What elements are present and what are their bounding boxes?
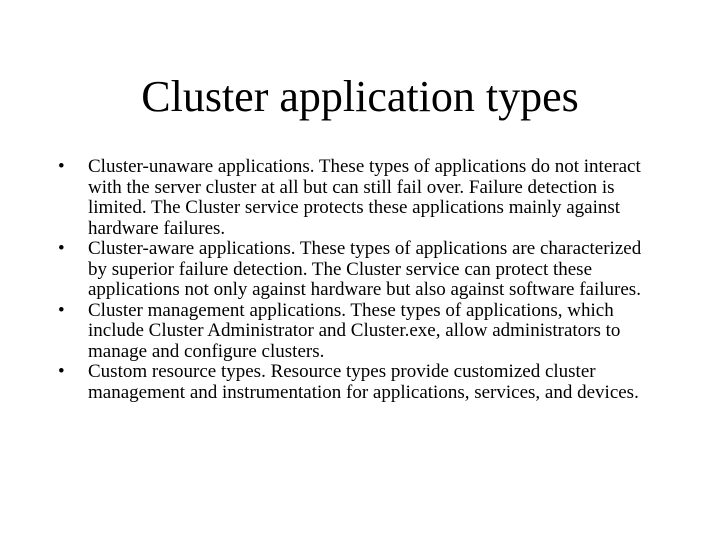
bullet-icon: • — [58, 156, 65, 177]
bullet-text: Cluster management applications. These types of applications, which include Cluster Administrator and Cluster.exe, allow administrators to manage and configure clusters. — [88, 299, 621, 362]
bullet-icon: • — [58, 361, 65, 382]
bullet-text: Cluster-unaware applications. These types of applications do not interact with the server cluster at all but can still fail over. Failure detection is limited. The Cluster service protects these applications mainly against hardware failures. — [88, 156, 641, 239]
bullet-icon: • — [58, 238, 65, 259]
bullet-item-custom-resource — [58, 362, 658, 403]
bullet-item-cluster-aware — [58, 239, 658, 301]
slide-title: Cluster application types — [141, 72, 579, 121]
bullet-item-cluster-management — [58, 301, 658, 363]
bullet-text: Custom resource types. Resource types provide customized cluster management and instrumentation for applications, services, and devices. — [88, 361, 639, 403]
bullet-icon: • — [58, 299, 65, 321]
bullet-text: Cluster-aware applications. These types of applications are characterized by superior failure detection. The Cluster service can protect these applications not only against hardware but also against software failures. — [88, 238, 642, 300]
bullet-item-cluster-unaware — [58, 157, 658, 239]
bullet-list — [58, 157, 658, 403]
